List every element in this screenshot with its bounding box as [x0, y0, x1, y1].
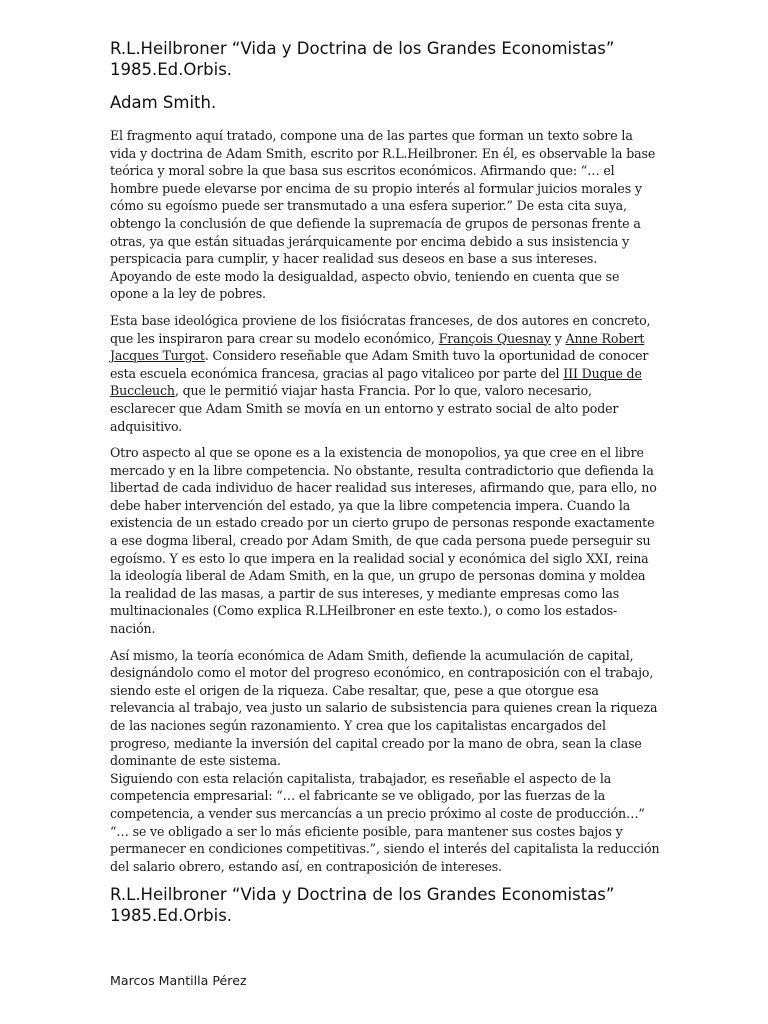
reference-title: R.L.Heilbroner “Vida y Doctrina de los Grandes Economistas” 1985.Ed.Orbis.	[110, 39, 615, 79]
paragraph-2-text-2: y	[550, 330, 566, 346]
link-francois-quesnay[interactable]: François Quesnay	[438, 330, 551, 346]
paragraph-1: El fragmento aquí tratado, compone una de las partes que forman un texto sobre la vida y doctrina de Adam Smith, escrito por R.L.Heilbroner. En él, es observable la base teórica y moral sobre la que basa sus escritos económicos. Afirmando que: “… el hombre puede elevarse por encima de su propio interés al formular juicios morales y cómo su egoísmo puede ser transmutado a una esfera superior.” De esta cita suya, obtengo la conclusión de que defiende la supremacía de grupos de personas frente a otras, ya que están situadas jerárquicamente por encima debido a sus insistencia y perspicacia para cumplir, y hacer realidad sus deseos en base a sus intereses. Apoyando de este modo la desigualdad, aspecto obvio, teniendo en cuenta que se opone a la ley de pobres.	[110, 128, 656, 302]
paragraph-5: Siguiendo con esta relación capitalista, trabajador, es reseñable el aspecto de la competencia empresarial: “… el fabricante se ve obligado, por las fuerzas de la competencia, a vender sus mercancías a un precio próximo al coste de producción…” “… se ve obligado a ser lo más eficiente posible, para mantener sus costes bajos y permanecer en condiciones competitivas.”, siendo el interés del capitalista la reducción del salario obrero, estando así, en contraposición de intereses.	[110, 770, 660, 874]
paragraph-3: Otro aspecto al que se opone es a la existencia de monopolios, ya que cree en el libre mercado y en la libre competencia. No obstante, resulta contradictorio que defienda la libertad de cada individuo de hacer realidad sus intereses, afirmando que, para ello, no debe haber intervención del estado, ya que la libre competencia impera. Cuando la existencia de un estado creado por un cierto grupo de personas responde exactamente a ese dogma liberal, creado por Adam Smith, de que cada persona puede perseguir su egoísmo. Y es esto lo que impera en la realidad social y económica del siglo XXI, reina la ideología liberal de Adam Smith, en la que, un grupo de personas domina y moldea la realidad de las masas, a partir de sus intereses, y mediante empresas como las multinacionales (Como explica R.LHeilbroner en este texto.), o como los estados-nación.	[110, 445, 657, 637]
paragraph-2-text-4: , que le permitió viajar hasta Francia. Por lo que, valoro necesario, esclarecer que Adam Smith se movía en un entorno y estrato social de alto poder adquisitivo.	[110, 383, 619, 434]
paragraph-2	[110, 312, 660, 435]
paragraph-4: Así mismo, la teoría económica de Adam Smith, defiende la acumulación de capital, designándolo como el motor del progreso económico, en contraposición con el trabajo, siendo este el origen de la riqueza. Cabe resaltar, que, pese a que otorgue esa relevancia al trabajo, vea justo un salario de subsistencia para quienes crean la riqueza de las naciones según razonamiento. Y crea que los capitalistas encargados del progreso, mediante la inversión del capital creado por la mano de obra, sean la clase dominante de este sistema.	[110, 647, 658, 769]
author-signature: Marcos Mantilla Pérez	[110, 973, 247, 989]
paragraph-2-text-3: . Considero reseñable que Adam Smith tuvo la oportunidad de conocer esta escuela económica francesa, gracias al pago vitaliceo por parte del	[110, 348, 649, 381]
document-page	[110, 38, 660, 990]
paragraph-2-text-1: Esta base ideológica proviene de los fisiócratas franceses, de dos autores en concreto, que les inspiraron para crear su modelo económico,	[110, 312, 651, 346]
link-anne-robert-jacques-turgot[interactable]: Anne Robert Jacques Turgot	[110, 330, 645, 364]
link-duque-de-buccleuch[interactable]: III Duque de Buccleuch	[110, 365, 642, 399]
subject-heading: Adam Smith.	[110, 93, 217, 112]
reference-title-repeat: R.L.Heilbroner “Vida y Doctrina de los Grandes Economistas” 1985.Ed.Orbis.	[110, 885, 615, 926]
